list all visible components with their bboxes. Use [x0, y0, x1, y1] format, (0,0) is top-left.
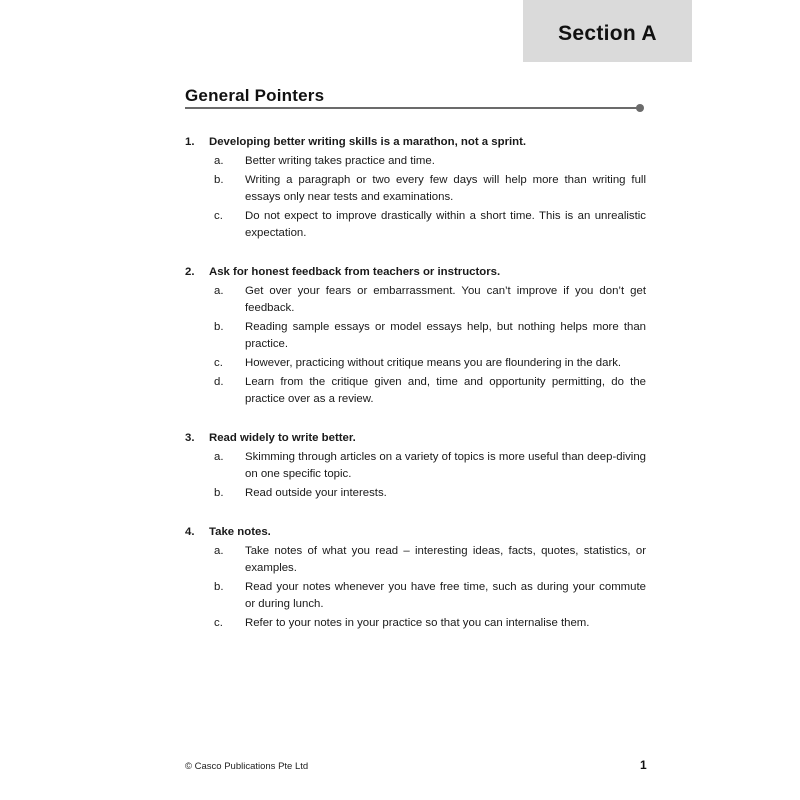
- sub-item: [185, 283, 646, 317]
- sub-item-letter: c.: [214, 357, 223, 369]
- sub-item-letter: c.: [214, 210, 223, 222]
- sub-item-letter: b.: [214, 487, 224, 499]
- sub-item-text: Refer to your notes in your practice so that you can internalise them.: [245, 617, 590, 629]
- sub-item-text: Writing a paragraph or two every few days will help more than writing full essays only near tests and examinations.: [245, 174, 646, 203]
- pointer-number: 4.: [185, 526, 195, 538]
- sub-item-text: Take notes of what you read – interesting ideas, facts, quotes, statistics, or examples.: [245, 545, 646, 574]
- sub-item-letter: c.: [214, 617, 223, 629]
- sub-item-letter: b.: [214, 174, 224, 186]
- heading-rule-dot: [636, 104, 644, 112]
- pointer-3: [185, 430, 646, 502]
- pointer-1: [185, 134, 646, 242]
- pointer-heading: [185, 430, 646, 447]
- sub-item-text: Get over your fears or embarrassment. You can’t improve if you don’t get feedback.: [245, 285, 646, 314]
- sub-item: [185, 615, 646, 632]
- sub-item-text: However, practicing without critique means you are floundering in the dark.: [245, 357, 622, 369]
- pointer-title: Developing better writing skills is a marathon, not a sprint.: [209, 136, 527, 148]
- pointer-number: 1.: [185, 136, 195, 148]
- section-tab: Section A: [523, 0, 692, 62]
- sub-item-letter: a.: [214, 545, 224, 557]
- sub-item: [185, 355, 646, 372]
- pointer-title: Take notes.: [209, 526, 271, 538]
- pointers-list: [185, 134, 646, 654]
- sub-item: [185, 374, 646, 408]
- sub-item-text: Learn from the critique given and, time and opportunity permitting, do the practice over as a review.: [245, 376, 646, 405]
- sub-item: [185, 208, 646, 242]
- page-number: 1: [640, 758, 647, 772]
- sub-item-letter: a.: [214, 451, 224, 463]
- pointer-2: [185, 264, 646, 408]
- sub-item: [185, 319, 646, 353]
- pointer-heading: [185, 134, 646, 151]
- pointer-number: 3.: [185, 432, 195, 444]
- sub-item-text: Read your notes whenever you have free time, such as during your commute or during lunch.: [245, 581, 646, 610]
- sub-item-letter: b.: [214, 321, 224, 333]
- sub-item-letter: b.: [214, 581, 224, 593]
- sub-item-letter: d.: [214, 376, 224, 388]
- sub-item: [185, 449, 646, 483]
- sub-item: [185, 485, 646, 502]
- sub-item-text: Better writing takes practice and time.: [245, 155, 435, 167]
- sub-item-text: Do not expect to improve drastically within a short time. This is an unrealistic expectation.: [245, 210, 646, 239]
- sub-item: [185, 543, 646, 577]
- sub-item-text: Read outside your interests.: [245, 487, 387, 499]
- sub-item-text: Skimming through articles on a variety of topics is more useful than deep-diving on one specific topic.: [245, 451, 646, 480]
- sub-item: [185, 153, 646, 170]
- heading-rule: [185, 107, 639, 109]
- sub-item-letter: a.: [214, 285, 224, 297]
- pointer-number: 2.: [185, 266, 195, 278]
- sub-item: [185, 172, 646, 206]
- pointer-heading: [185, 264, 646, 281]
- sub-item-text: Reading sample essays or model essays help, but nothing helps more than practice.: [245, 321, 646, 350]
- pointer-title: Ask for honest feedback from teachers or instructors.: [209, 266, 501, 278]
- pointer-4: [185, 524, 646, 632]
- sub-item-letter: a.: [214, 155, 224, 167]
- copyright-notice: © Casco Publications Pte Ltd: [185, 761, 309, 772]
- sub-item: [185, 579, 646, 613]
- pointer-title: Read widely to write better.: [209, 432, 356, 444]
- pointer-heading: [185, 524, 646, 541]
- page-heading: General Pointers: [185, 86, 325, 105]
